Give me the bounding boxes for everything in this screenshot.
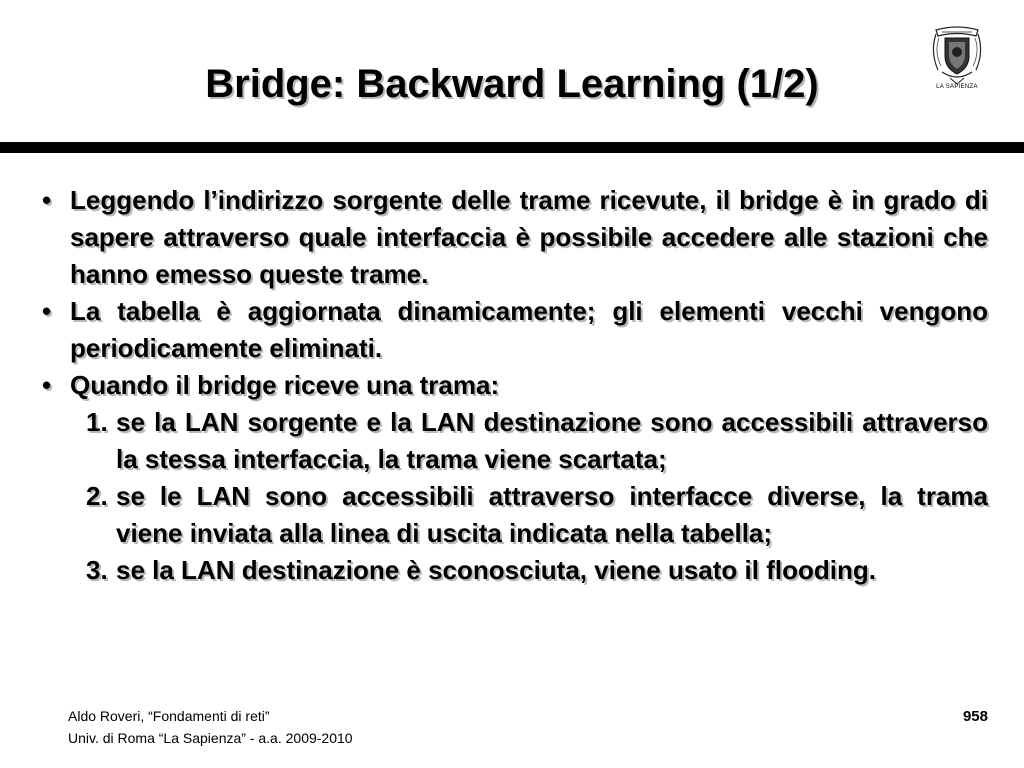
bullet-marker: • (42, 370, 52, 400)
footer-author: Aldo Roveri, “Fondamenti di reti” (68, 708, 270, 724)
seal-emblem-icon (928, 22, 986, 86)
step-text: se la LAN sorgente e la LAN destinazione sono accessibili attraverso la stessa interfaccia, la trama viene scartata; (116, 407, 988, 474)
bullet-item (30, 367, 988, 404)
numbered-step (30, 552, 988, 589)
logo-caption: LA SAPIENZA (936, 84, 978, 90)
bullet-item (30, 182, 988, 293)
page-number: 958 (962, 708, 988, 725)
step-text: se le LAN sono accessibili attraverso interfacce diverse, la trama viene inviata alla linea di uscita indicata nella tabella; (116, 481, 988, 548)
numbered-step (30, 478, 988, 552)
slide-title: Bridge: Backward Learning (1/2) (205, 62, 819, 106)
step-number: 2. (86, 481, 108, 511)
footer-institution: Univ. di Roma “La Sapienza” - a.a. 2009-2010 (68, 730, 353, 746)
step-text: se la LAN destinazione è sconosciuta, viene usato il flooding. (116, 555, 876, 585)
bullet-marker: • (42, 185, 52, 215)
bullet-text: La tabella è aggiornata dinamicamente; gli elementi vecchi vengono periodicamente eliminati. (70, 296, 988, 363)
bullet-text: Quando il bridge riceve una trama: (70, 370, 500, 400)
slide-body (30, 182, 988, 589)
step-number: 1. (86, 407, 108, 437)
bullet-text: Leggendo l’indirizzo sorgente delle trame ricevute, il bridge è in grado di sapere attraverso quale interfaccia è possibile accedere alle stazioni che hanno emesso queste trame. (70, 185, 988, 289)
step-number: 3. (86, 555, 108, 585)
title-divider (0, 142, 1024, 153)
bullet-item (30, 293, 988, 367)
numbered-step (30, 404, 988, 478)
bullet-marker: • (42, 296, 52, 326)
